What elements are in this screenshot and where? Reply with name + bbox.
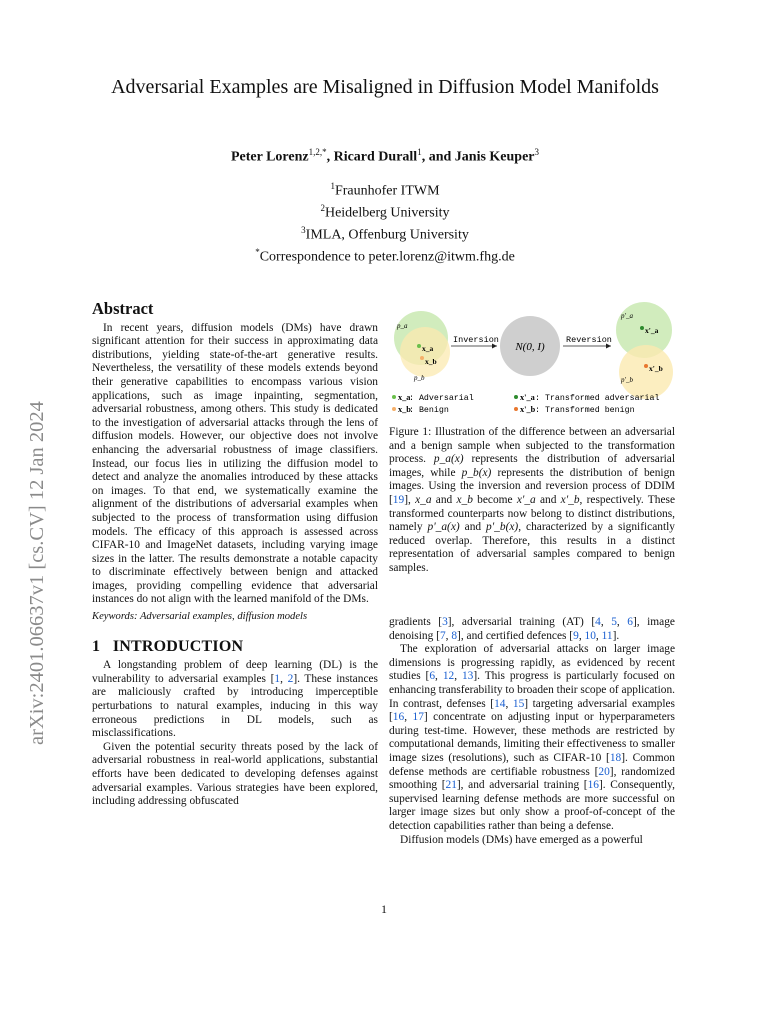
paper-title: Adversarial Examples are Misaligned in Diffusion Model Manifolds: [111, 76, 659, 98]
left-column: [92, 299, 378, 809]
label-xa-prime: x'_a: [645, 326, 659, 335]
legend-marker: [514, 395, 518, 399]
normal-label: N(0, I): [515, 341, 545, 353]
legend-symbol: x_a: [398, 393, 411, 402]
citation-link[interactable]: 10: [584, 629, 596, 642]
citation-link[interactable]: 3: [442, 616, 448, 628]
keywords: Keywords: Adversarial examples, diffusion models: [92, 611, 308, 623]
citation-link[interactable]: 8: [451, 629, 458, 642]
citation-link[interactable]: 7: [439, 629, 446, 642]
figure-legend: [392, 393, 659, 415]
citation-link[interactable]: 4: [595, 616, 601, 628]
author-list: [90, 147, 680, 166]
intro-paragraph: Given the potential security threats posed by the lack of adversarial robustness in real-world applications, substantial efforts have been dedicated to developing defenses against adversarial examples. Various strategies have been explored, including addressing obfuscated: [92, 740, 378, 808]
citation-link[interactable]: 5: [611, 616, 617, 628]
section-heading-introduction: 1 INTRODUCTION: [92, 637, 244, 655]
citation-link[interactable]: 16: [392, 711, 405, 724]
label-pb: p_b: [414, 374, 425, 382]
author-sup: 1: [417, 147, 422, 157]
legend-symbol: x'_a: [520, 393, 535, 402]
abstract-text: In recent years, diffusion models (DMs) have drawn significant attention for their success in approximating data distributions, yielding state-of-the-art generative results. Nevertheless, the versatility of these models extends beyond their generative capabilities to encompass various vision applications, such as image inpainting, segmentation, adversarial robustness, among others. This study is dedicated to the investigation of adversarial attacks through the lens of diffusion models. However, our objective does not involve enhancing the adversarial robustness of image classifiers. Instead, our focus lies in utilizing the diffusion model to detect and analyze the anomalies introduced by these attacks on images. To that end, we systematically examine the alignment of the distributions of adversarial examples when subjected to the process of transformation using diffusion models. The efficacy of this approach is assessed across CIFAR-10 and ImageNet datasets, including varying image sizes in the latter. The results demonstrate a notable capacity to discriminate effectively between benign and attacked images, providing compelling evidence that adversarial instances do not align with the learned manifold of the DMs.: [92, 321, 378, 606]
figure-caption: Figure 1: Illustration of the difference between an adversarial and a benign sample when subjected to the transformation process. p_a(x) represents the distribution of adversarial images, while p_b(x) represents the distribution of benign images. Using the inversion and reversion process of DDIM [19], x_a and x_b become x'_a and x'_b, respectively. These transformed counterparts now belong to distinct distributions, namely p'_a(x) and p'_b(x), characterized by a significantly reduced overlap. Therefore, this results in a distinct representation of adversarial samples compared to benign samples.: [389, 426, 675, 574]
legend-text: : Benign: [409, 406, 449, 415]
body-paragraph: gradients [3], adversarial training (AT) [4, 5, 6], image denoising [7, 8], and certified defences [9, 10, 11].: [389, 616, 675, 642]
citation-link[interactable]: 12: [442, 670, 455, 683]
citation-link[interactable]: 11: [601, 629, 613, 642]
citation-link[interactable]: 18: [609, 751, 622, 764]
inversion-label: Inversion: [453, 335, 499, 345]
author-name: Janis Keuper: [454, 149, 535, 165]
legend-marker: [392, 407, 396, 411]
body-paragraph: The exploration of adversarial attacks on larger image dimensions is progressing rapidly, as evidenced by recent studies [6, 12, 13]. This progress is particularly focused on enhancing transferability to broaden their scope of application. In contrast, defenses [14, 15] targeting adversarial examples [16, 17] concentrate on adjusting input or hyperparameters during test-time. However, these methods are restricted by computational demands, limiting their effectiveness to smaller image sizes (resolutions), such as CIFAR-10 [18]. Common defense methods are certifiable robustness [20], randomized smoothing [21], and adversarial training [16]. Consequently, supervised learning defense methods are more successful on larger image sizes but only show a proof-of-concept of the detection capabilities rather than being a defense.: [389, 643, 675, 832]
page-number: 1: [381, 902, 387, 916]
transformed-benign-distribution: [619, 345, 673, 399]
label-xb: x_b: [425, 357, 437, 366]
intro-paragraph: A longstanding problem of deep learning (DL) is the vulnerability to adversarial examples [1, 2]. These instances are maliciously crafted by introducing imperceptible perturbations to natural examples, inducing in this way erroneous predictions in DL models, such as misclassifications.: [92, 659, 378, 740]
citation-link[interactable]: 17: [412, 711, 424, 724]
citation-link[interactable]: 20: [598, 765, 610, 778]
affiliation-line: *Correspondence to peter.lorenz@itwm.fhg.de: [255, 247, 515, 265]
abstract-heading: Abstract: [92, 299, 154, 318]
affiliations: [90, 178, 680, 266]
benign-point: [420, 356, 424, 360]
citation-link[interactable]: 6: [429, 670, 436, 683]
legend-text: : Transformed benign: [535, 406, 635, 415]
affiliation-line: $^1$Fraunhofer ITWM: [330, 181, 440, 199]
figure-1: [389, 300, 679, 422]
legend-marker: [514, 407, 518, 411]
citation-link[interactable]: 6: [627, 616, 633, 628]
transformed-benign-point: [644, 364, 648, 368]
citation-link[interactable]: 9: [573, 629, 579, 642]
author-separator: ,: [326, 149, 334, 165]
body-paragraph: Diffusion models (DMs) have emerged as a powerful: [400, 833, 643, 846]
legend-symbol: x_b: [398, 405, 411, 414]
arxiv-stamp: [10, 318, 52, 748]
citation-link[interactable]: 21: [445, 779, 457, 792]
author-sup: 1,2,*: [308, 147, 327, 157]
citation-link[interactable]: 1: [274, 672, 281, 685]
label-xb-prime: x'_b: [649, 364, 663, 373]
citation-link[interactable]: 2: [287, 672, 294, 685]
author-separator: , and: [421, 149, 455, 165]
citation-link[interactable]: 15: [512, 697, 525, 710]
label-xa: x_a: [422, 344, 434, 353]
legend-marker: [392, 395, 396, 399]
adversarial-point: [417, 344, 421, 348]
reversion-label: Reversion: [566, 335, 612, 345]
legend-text: : Adversarial: [409, 394, 474, 403]
arxiv-stamp-text: arXiv:2401.06637v1 [cs.CV] 12 Jan 2024: [26, 401, 48, 745]
transformed-adversarial-point: [640, 326, 644, 330]
citation-link[interactable]: 14: [494, 697, 506, 710]
author-name: Ricard Durall: [333, 149, 418, 165]
citation-link[interactable]: 13: [461, 670, 474, 683]
author-name: Peter Lorenz: [230, 149, 309, 165]
citation-link[interactable]: 16: [587, 779, 599, 792]
legend-symbol: x'_b: [520, 405, 536, 414]
label-pa: p_a: [397, 322, 408, 330]
legend-text: : Transformed adversarial: [535, 394, 660, 403]
author-sup: 3: [534, 147, 540, 157]
affiliation-line: $^2$Heidelberg University: [320, 203, 450, 221]
citation-link[interactable]: 19: [392, 493, 405, 506]
label-pb-prime: p'_b: [621, 376, 633, 384]
affiliation-line: $^3$IMLA, Offenburg University: [301, 225, 469, 243]
right-column: [389, 616, 675, 847]
label-pa-prime: p'_a: [621, 312, 633, 320]
